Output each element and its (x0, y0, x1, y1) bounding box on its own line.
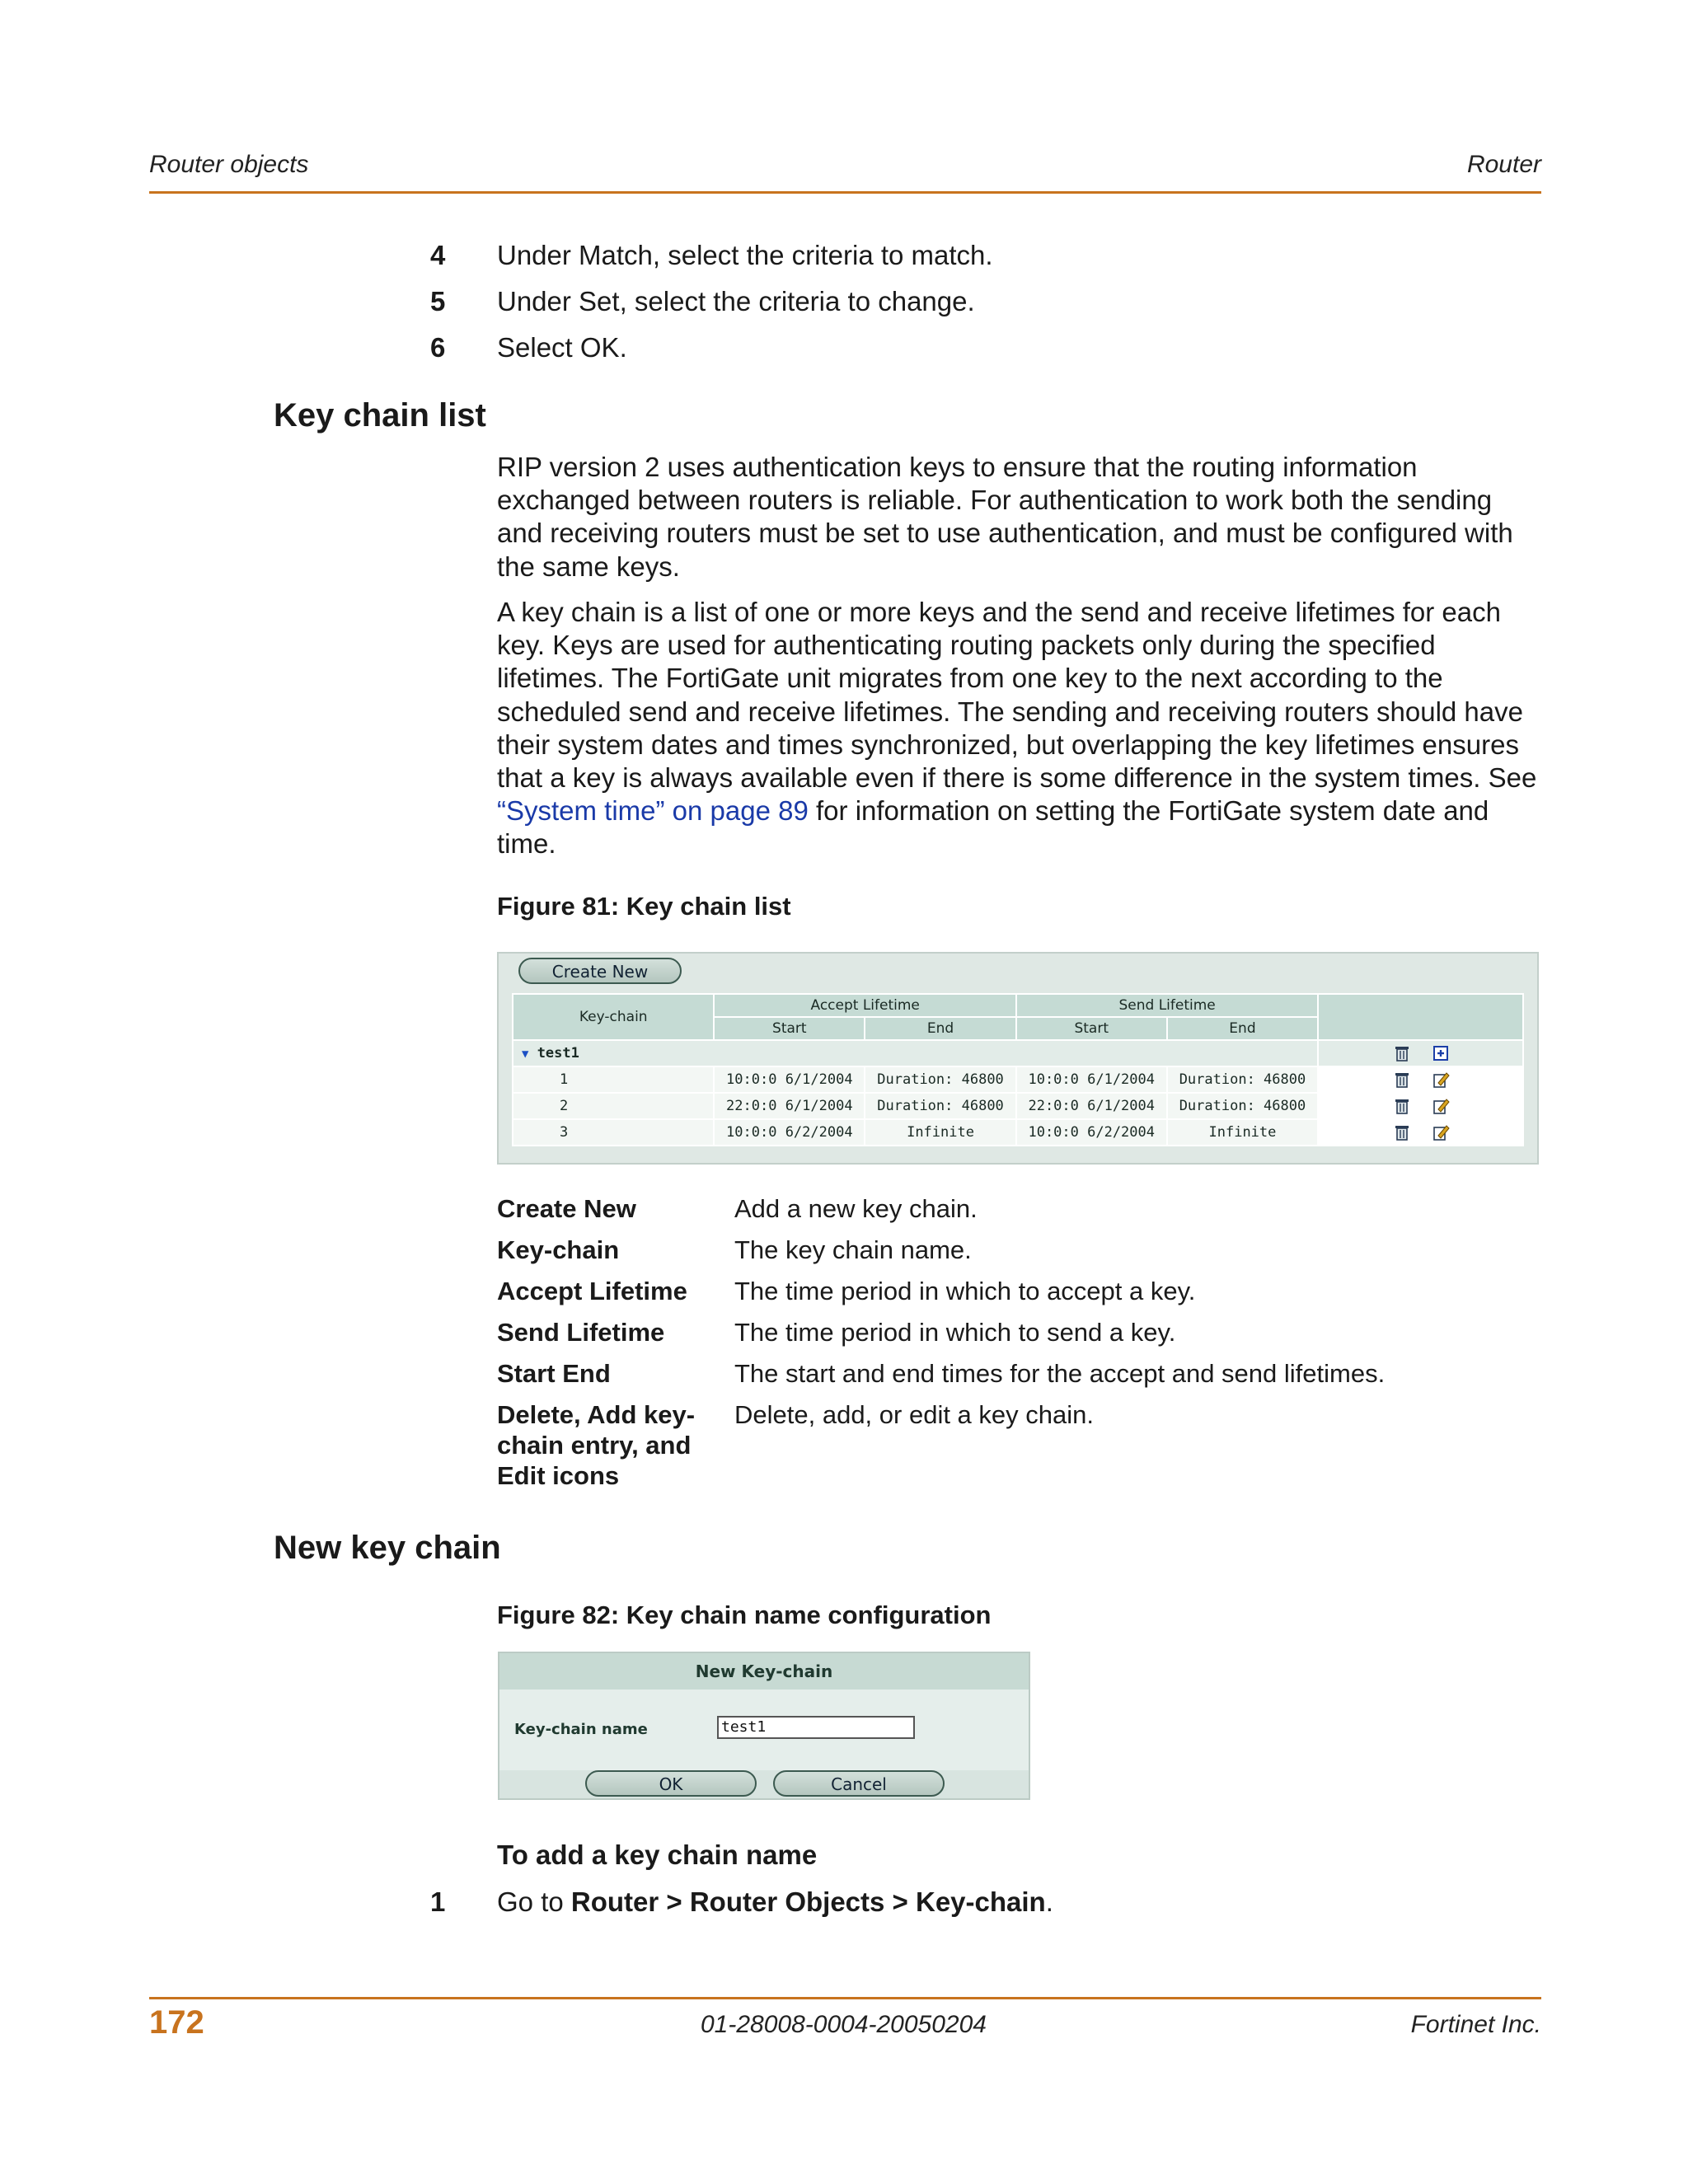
def-term: Create New (497, 1194, 636, 1223)
section-title-new-key-chain: New key chain (274, 1530, 501, 1566)
step-suffix: . (1045, 1886, 1053, 1917)
company-name: Fortinet Inc. (1410, 2011, 1541, 2038)
def-desc: Delete, add, or edit a key chain. (734, 1400, 1094, 1429)
running-header-right: Router (1466, 151, 1541, 178)
section-title-key-chain-list: Key chain list (274, 397, 486, 434)
edit-icon[interactable] (1432, 1123, 1450, 1141)
table-row (513, 1093, 1523, 1119)
def-term: Accept Lifetime (497, 1277, 687, 1305)
col-send-start: Start (1016, 1017, 1167, 1040)
key-chain-list-figure (497, 952, 1539, 1165)
delete-icon[interactable] (1393, 1123, 1411, 1141)
row-actions (1318, 1066, 1523, 1093)
step-text: Under Set, select the criteria to change. (497, 286, 975, 316)
def-desc: The time period in which to accept a key. (734, 1277, 1196, 1305)
group-name: test1 (537, 1045, 579, 1062)
key-chain-table (512, 993, 1524, 1146)
accept-start: 22:0:0 6/1/2004 (714, 1093, 865, 1119)
paragraph-text: A key chain is a list of one or more keys and the send and receive lifetimes for each key. Keys are used for authenticating routing packets only during the specified lifetimes. The FortiGate unit migrates from one key to the next according to the scheduled send and receive lifetimes. The sending and receiving routers should have their system dates and times synchronized, but overlapping the key lifetimes ensures that a key is always available even if there is some difference in the system times. See (497, 597, 1537, 794)
procedure-heading: To add a key chain name (497, 1840, 818, 1870)
ok-button[interactable]: OK (585, 1770, 757, 1797)
key-chain-name-label: Key-chain name (514, 1721, 648, 1738)
def-term: Start End (497, 1359, 611, 1388)
row-actions (1318, 1093, 1523, 1119)
col-actions (1318, 994, 1523, 1040)
add-entry-icon[interactable] (1432, 1044, 1450, 1062)
key-chain-name-input[interactable]: test1 (717, 1716, 915, 1739)
table-row (513, 1119, 1523, 1146)
new-key-chain-dialog (498, 1652, 1030, 1800)
figure-81-caption: Figure 81: Key chain list (497, 892, 791, 921)
delete-icon[interactable] (1393, 1044, 1411, 1062)
cancel-button[interactable]: Cancel (773, 1770, 945, 1797)
def-term: Key-chain (497, 1235, 620, 1264)
col-key-chain: Key-chain (513, 994, 714, 1040)
accept-end: Duration: 46800 (865, 1066, 1016, 1093)
expand-triangle-icon[interactable]: ▼ (522, 1047, 529, 1061)
col-accept-start: Start (714, 1017, 865, 1040)
accept-start: 10:0:0 6/2/2004 (714, 1119, 865, 1146)
col-accept-lifetime: Accept Lifetime (714, 994, 1015, 1017)
send-end: Duration: 46800 (1167, 1093, 1319, 1119)
group-cell[interactable] (513, 1040, 1318, 1066)
key-id: 3 (513, 1119, 714, 1146)
col-send-lifetime: Send Lifetime (1016, 994, 1318, 1017)
accept-start: 10:0:0 6/1/2004 (714, 1066, 865, 1093)
step-text: Under Match, select the criteria to match. (497, 240, 993, 270)
paragraph-text: for information on setting the FortiGate system date and time. (497, 795, 1489, 860)
key-id: 1 (513, 1066, 714, 1093)
send-end: Infinite (1167, 1119, 1319, 1146)
delete-icon[interactable] (1393, 1071, 1411, 1089)
create-new-button[interactable]: Create New (518, 958, 682, 984)
send-start: 10:0:0 6/1/2004 (1016, 1066, 1167, 1093)
edit-icon[interactable] (1432, 1097, 1450, 1115)
dialog-body (499, 1690, 1029, 1770)
step-text: Select OK. (497, 332, 627, 363)
step-number: 6 (430, 332, 446, 363)
table-row (513, 1066, 1523, 1093)
step-number: 5 (430, 286, 446, 316)
accept-end: Infinite (865, 1119, 1016, 1146)
step-number: 1 (430, 1886, 446, 1917)
send-start: 10:0:0 6/2/2004 (1016, 1119, 1167, 1146)
def-term: Send Lifetime (497, 1318, 665, 1347)
system-time-link[interactable]: “System time” on page 89 (497, 795, 809, 827)
col-send-end: End (1167, 1017, 1319, 1040)
row-actions (1318, 1119, 1523, 1146)
table-group-row (513, 1040, 1523, 1066)
def-desc: The start and end times for the accept and send lifetimes. (734, 1359, 1386, 1388)
step-prefix: Go to (497, 1886, 571, 1917)
accept-end: Duration: 46800 (865, 1093, 1016, 1119)
running-header-left: Router objects (149, 151, 309, 178)
header-rule (149, 191, 1541, 194)
col-accept-end: End (865, 1017, 1016, 1040)
figure-82-caption: Figure 82: Key chain name configuration (497, 1601, 992, 1629)
send-start: 22:0:0 6/1/2004 (1016, 1093, 1167, 1119)
footer-rule (149, 1997, 1541, 1999)
def-term: Delete, Add key-chain entry, and Edit icons (497, 1400, 696, 1490)
page-number: 172 (149, 2004, 204, 2041)
document-id: 01-28008-0004-20050204 (701, 2011, 987, 2038)
delete-icon[interactable] (1393, 1097, 1411, 1115)
key-id: 2 (513, 1093, 714, 1119)
def-desc: The time period in which to send a key. (734, 1318, 1176, 1347)
menu-path: Router > Router Objects > Key-chain (570, 1886, 1046, 1917)
paragraph-key-chain (497, 596, 1544, 861)
send-end: Duration: 46800 (1167, 1066, 1319, 1093)
paragraph-rip-auth: RIP version 2 uses authentication keys to ensure that the routing information exchanged between routers is reliable. For authentication to work both the sending and receiving routers must be set to use authentication, and must be configured with the same keys. (497, 452, 1513, 582)
row-actions (1318, 1040, 1523, 1066)
step-number: 4 (430, 240, 446, 270)
step-text (497, 1886, 1053, 1918)
dialog-title: New Key-chain (499, 1653, 1029, 1690)
edit-icon[interactable] (1432, 1071, 1450, 1089)
def-desc: Add a new key chain. (734, 1194, 978, 1223)
def-desc: The key chain name. (734, 1235, 972, 1264)
